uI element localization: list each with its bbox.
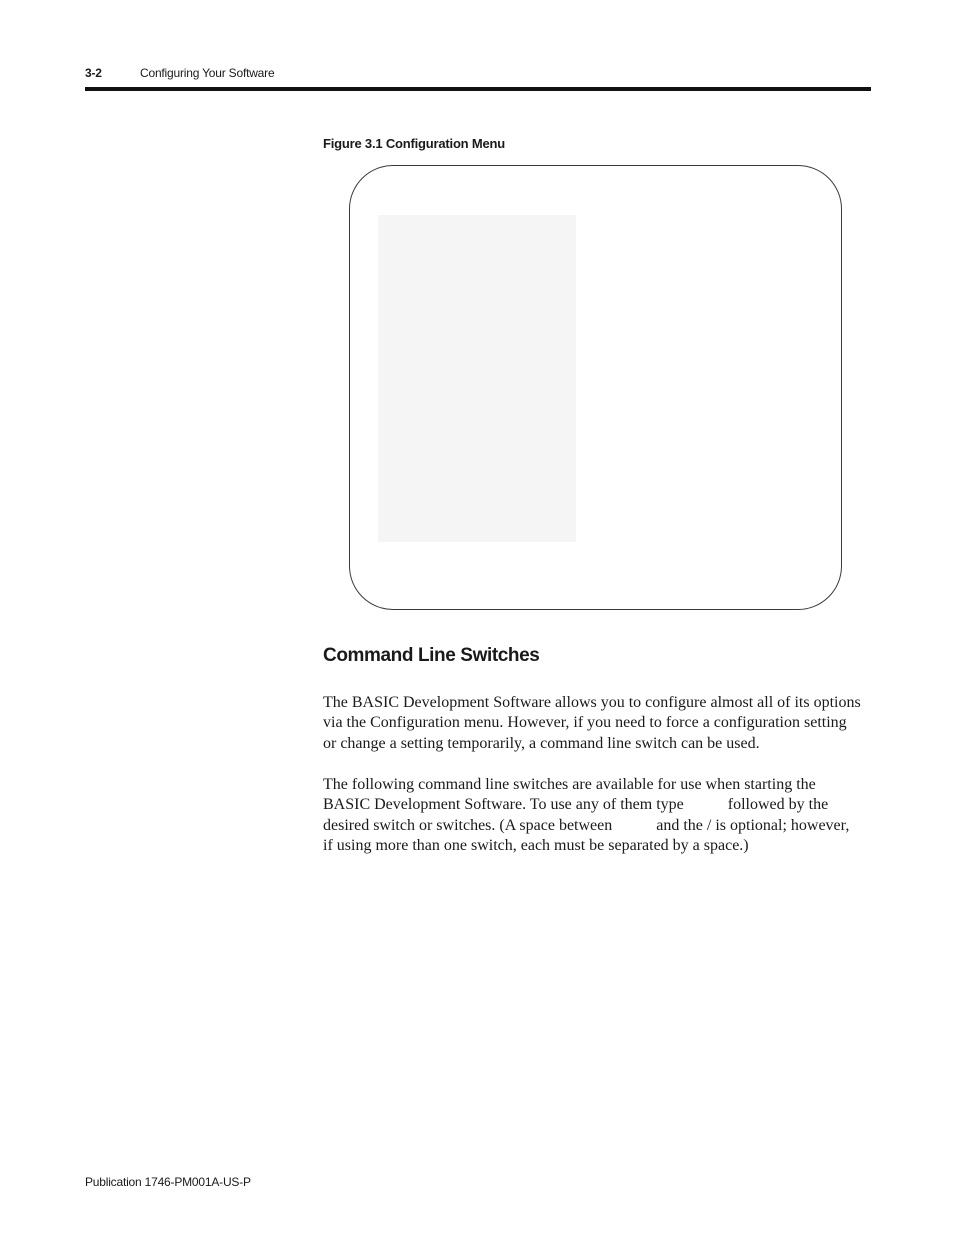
section-heading: Command Line Switches xyxy=(323,645,540,666)
running-header xyxy=(85,66,274,80)
paragraph-2-line-1: The following command line switches are available for use when starting the xyxy=(323,776,816,793)
paragraph-2-line-2-start: BASIC Development Software. To use any of them type xyxy=(323,796,684,814)
paragraph-2 xyxy=(323,775,873,856)
paragraph-2-line-3-start: desired switch or switches. (A space between xyxy=(323,816,613,834)
paragraph-2-line-4: if using more than one switch, each must be separated by a space.) xyxy=(323,836,749,854)
header-rule xyxy=(85,87,871,91)
paragraph-1-line-3: or change a setting temporarily, a command line switch can be used. xyxy=(323,734,760,752)
figure-caption: Figure 3.1 Configuration Menu xyxy=(323,136,505,151)
paragraph-2-line-3-end: and the / is optional; however, xyxy=(656,816,850,834)
publication-footer: Publication 1746-PM001A-US-P xyxy=(85,1175,251,1189)
paragraph-2-line-2 xyxy=(323,795,873,815)
paragraph-2-line-2-end: followed by the xyxy=(727,796,829,814)
page-number: 3-2 xyxy=(85,66,102,80)
paragraph-1 xyxy=(323,693,873,754)
paragraph-1-line-2: via the Configuration menu. However, if you need to force a configuration setting xyxy=(323,714,847,732)
configuration-menu-panel xyxy=(378,215,576,542)
paragraph-2-line-3 xyxy=(323,816,873,836)
chapter-title: Configuring Your Software xyxy=(140,66,275,80)
paragraph-1-line-1: The BASIC Development Software allows you to configure almost all of its options xyxy=(323,694,861,711)
